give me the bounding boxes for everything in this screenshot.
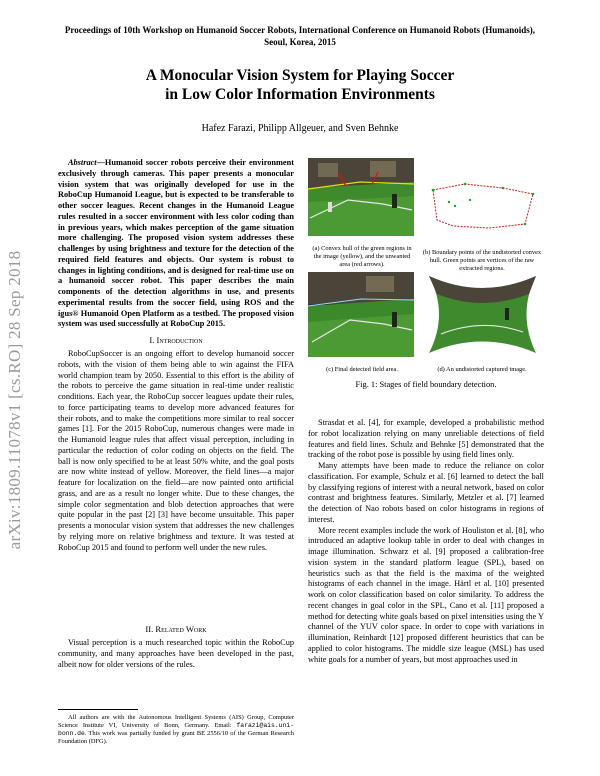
title-line-2: in Low Color Information Environments	[165, 86, 435, 103]
authors: Hafez Farazi, Philipp Allgeuer, and Sven Behnke	[201, 123, 399, 134]
section-intro-text: RoboCupSoccer is an ongoing effort to develop humanoid soccer robots, with the vision of them being able to win against the FIFA world champion team by 2050. Essential to this effort is the ability of the robots to perceive the game situation in real-time under realistic conditions. Each year, the RoboCup soccer leagues update their rules, to force participating teams to develop more advanced features for their robots, and to make the competitions more similar to real soccer games [1]. For the 2015 RoboCup, numerous changes were made in the Humanoid league rules that affect visual perception, including in particular the reduction of color coding on objects on the field. The ball is now only specified to be at least 50% white, and the goal posts are now white instead of yellow. Moreover, the field lines—a major feature for localization on the field—are now painted onto artificial grass, and are as a result no longer white. Due to these changes, the simple color segmentation and blob detection approaches that were quite popular in the past [2] [3] have become unsuitable. This paper presents a monocular vision system that addresses the new challenges by relying more on relative brightness and texture. It was tested at RoboCup 2015 and found to perform well under the new rules.	[58, 349, 294, 552]
paper-title	[60, 66, 540, 104]
caption-b: (b) Boundary points of the undistorted convex hull. Green points are vertices of the raw extracted regions.	[422, 249, 542, 272]
section-related-text: Visual perception is a much researched topic within the RoboCup community, and many approaches have been developed in the past, albeit now for older versions of the rules.	[58, 638, 294, 669]
section-intro-title: I. Introduction	[149, 335, 203, 345]
proceedings-header: Proceedings of 10th Workshop on Humanoid Soccer Robots, International Conference on Humanoid Robots (Humanoids), Seoul, Korea, 2015	[64, 25, 536, 47]
footnote: All authors are with the Autonomous Intelligent Systems (AIS) Group, Computer Science Institute VI, University of Bonn, Germany. Email: farazi@ais.uni-bonn.de. This work was partially funded by grant BE 2556/10 of the German Research Foundation (DFG).	[58, 714, 294, 745]
related-work-continued	[308, 418, 544, 665]
figure-image-c	[308, 272, 414, 357]
abstract-text: —Humanoid soccer robots perceive their environment exclusively through cameras. This paper presents a monocular vision system that was originally developed for use in the RoboCup Humanoid League, but is expected to be transferable to other soccer leagues. Recent changes in the Humanoid League rules resulted in a soccer environment with less color coding than in previous years, which makes perception of the game situation more challenging. The proposed vision system addresses these challenges by using brightness and texture for the detection of the required field features and objects. Our system is robust to changes in lighting conditions, and is designed for real-time use on a humanoid soccer robot. This paper describes the main components of the detection algorithms in use, and presents experimental results from the soccer field, using ROS and the igus® Humanoid Open Platform as a testbed. The proposed vision system was used successfully at RoboCup 2015.	[58, 158, 294, 329]
figure-image-a	[308, 158, 414, 236]
figure-image-b	[425, 162, 540, 244]
abstract-label: Abstract	[68, 158, 97, 167]
caption-a: (a) Convex hull of the green regions in the image (yellow), and the unwanted area (red arrows).	[312, 245, 412, 268]
figure-image-d	[425, 272, 540, 357]
caption-c: (c) Final detected field area.	[326, 366, 398, 373]
abstract	[58, 158, 294, 330]
arxiv-stamp-text: arXiv:1809.11078v1 [cs.RO] 28 Sep 2018	[5, 250, 24, 550]
footnote-email: farazi@ais.uni-bonn.de	[58, 722, 294, 737]
section-related-title: II. Related Work	[145, 624, 207, 634]
caption-d: (d) An undistorted captured image.	[437, 366, 527, 373]
figure-caption: Fig. 1: Stages of field boundary detection.	[355, 380, 497, 389]
paragraph-recent-examples: More recent examples include the work of Houliston et al. [8], who introduced an adaptive lookup table in order to deal with changes in image illumination. Schwarz et al. [9] proposed a calibration-free vision system in the standard platform league (SPL), based on heuristics such as that the field is the maxima of the weighted histograms of each channel in the image. Härtl et al. [10] presented work on color classification based on color similarity. To address the recent changes in goal color in the SPL, Cano et al. [11] proposed a method for detecting white goals based on pixel intensities using the Y channel of the YUV color space. In order to cope with variations in illumination, Reinhardt [12] proposed different heuristics that can be applied to color histograms. The middle size league (MSL) has used white goals for a number of years, but most approaches used in	[308, 525, 544, 664]
arxiv-stamp	[5, 210, 25, 590]
paragraph-strasdat: Strasdat et al. [4], for example, developed a probabilistic method for robot localization relying on many unreliable detections of field features and field lines. Schulz and Behnke [5] demonstrated that the tracking of the robot pose is possible by using field lines only.	[308, 418, 544, 460]
footnote-rule	[58, 709, 138, 710]
paragraph-color-reliance: Many attempts have been made to reduce the reliance on color classification. For example, Schulz et al. [6] learned to detect the ball by classifying regions of interest with a neural network, based on color contrast and brightness features. Similarly, Metzler et al. [7] learned the detection of Nao robots based on color histograms in regions of interest.	[308, 461, 544, 524]
title-line-1: A Monocular Vision System for Playing Soccer	[145, 67, 455, 84]
